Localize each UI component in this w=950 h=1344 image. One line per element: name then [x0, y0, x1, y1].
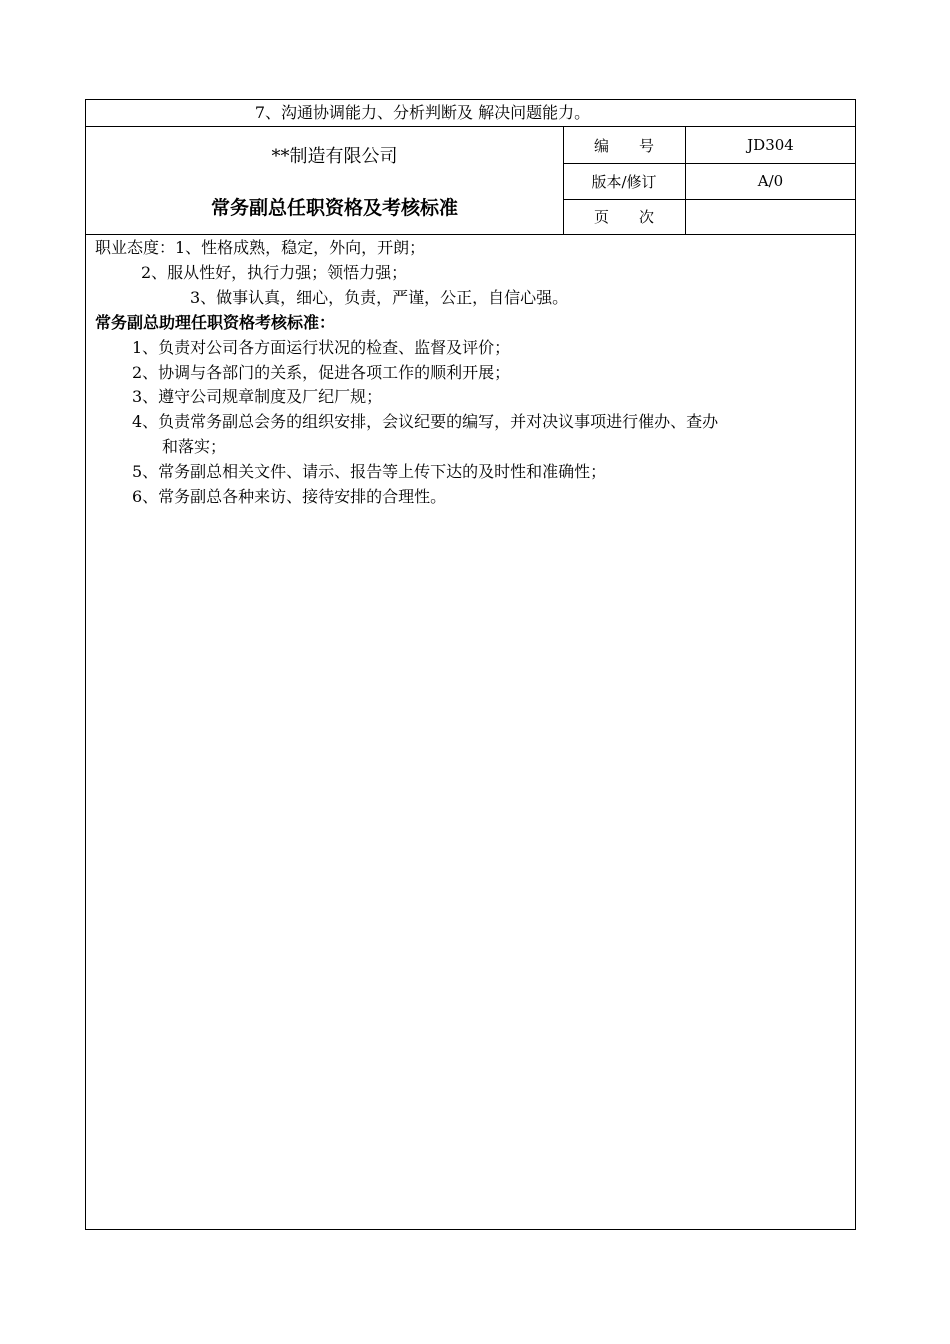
- top-row-text: 7、沟通协调能力、分析判断及 解决问题能力。: [254, 103, 591, 122]
- meta-label: 页 次: [563, 199, 686, 234]
- list-item: 3、遵守公司规章制度及厂纪厂规；: [132, 387, 383, 406]
- meta-value: A/0: [757, 172, 784, 190]
- document-title: 常务副总任职资格及考核标准: [210, 197, 458, 219]
- attitude-line: 2、服从性好，执行力强；领悟力强；: [141, 263, 408, 282]
- meta-row-page: [563, 199, 855, 234]
- company-name: **制造有限公司: [271, 146, 398, 167]
- list-item: 5、常务副总相关文件、请示、报告等上传下达的及时性和准确性；: [132, 462, 607, 481]
- meta-value: [686, 199, 855, 234]
- header-title-cell: [86, 127, 564, 234]
- list-item-continuation: 和落实；: [162, 437, 227, 456]
- meta-label: 编 号: [563, 127, 686, 163]
- meta-row-number: [563, 127, 855, 164]
- list-item: 6、常务副总各种来访、接待安排的合理性。: [132, 487, 447, 506]
- content-area: [85, 234, 856, 1230]
- attitude-line: 3、做事认真，细心，负责，严谨，公正，自信心强。: [190, 288, 569, 307]
- meta-value: JD304: [747, 136, 794, 154]
- meta-label: 版本/修订: [563, 163, 686, 199]
- document-header: [85, 126, 856, 235]
- meta-grid: [563, 127, 855, 234]
- attitude-line: 职业态度：1、性格成熟，稳定，外向，开朗；: [95, 238, 426, 257]
- top-row-cell: [85, 99, 856, 127]
- section-heading: 常务副总助理任职资格考核标准：: [95, 313, 336, 332]
- meta-row-version: [563, 163, 855, 200]
- list-item: 1、负责对公司各方面运行状况的检查、监督及评价；: [132, 338, 511, 357]
- list-item: 2、协调与各部门的关系，促进各项工作的顺利开展；: [132, 363, 511, 382]
- list-item: 4、负责常务副总会务的组织安排，会议纪要的编写，并对决议事项进行催办、查办: [132, 412, 719, 431]
